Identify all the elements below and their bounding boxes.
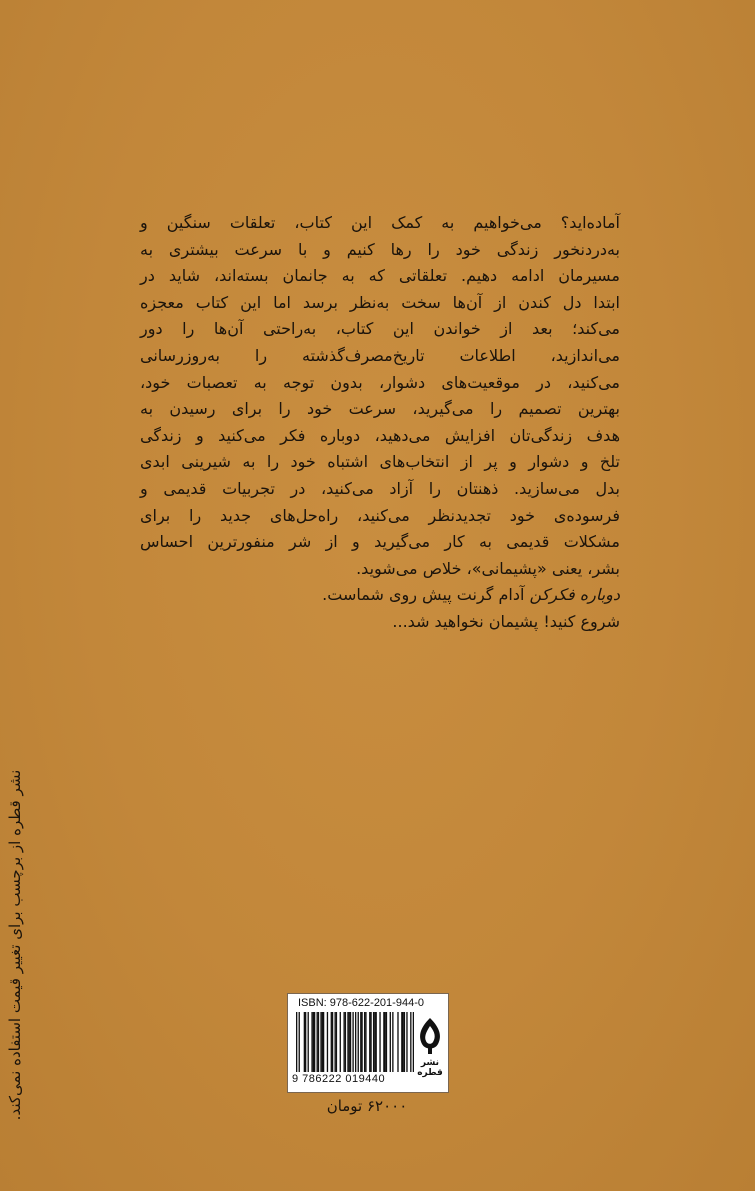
barcode-bar [402, 1012, 403, 1072]
barcode-bar [313, 1012, 314, 1072]
blurb-line: می‌کنید، در موقعیت‌های دشوار، بدون توجه به تعصبات خود، [140, 372, 620, 392]
barcode-bar [343, 1012, 344, 1072]
blurb-line: هدف زندگی‌تان افزایش می‌دهید، دوباره فکر می‌کنید و زندگی [140, 425, 620, 445]
publisher-logo-icon [416, 1016, 444, 1056]
barcode-bar [376, 1012, 377, 1072]
barcode-bar [404, 1012, 405, 1072]
barcode-bar [349, 1012, 350, 1072]
barcode-bar [340, 1012, 341, 1072]
barcode-bar [401, 1012, 402, 1072]
barcode-bar [361, 1012, 362, 1072]
barcode-bar [304, 1012, 305, 1072]
barcode-bar [305, 1012, 306, 1072]
barcode-bar [385, 1012, 386, 1072]
blurb-closing: شروع کنید! پشیمان نخواهید شد... [392, 611, 620, 631]
barcode-bar [334, 1012, 335, 1072]
barcode-bars [296, 1012, 414, 1072]
barcode-bar [358, 1012, 359, 1072]
publisher-logo-label: نشر قطره [417, 1058, 443, 1078]
blurb-line: می‌اندازید، اطلاعات تاریخ‌مصرف‌گذشته را به‌روزرسانی [140, 345, 620, 365]
barcode-digits: 9 786222 019440 [292, 1073, 386, 1085]
isbn-text: ISBN: 978-622-201-944-0 [298, 997, 424, 1009]
blurb-title-tail: آدام گرنت پیش روی شماست. [322, 585, 530, 605]
barcode-bar [296, 1012, 297, 1072]
barcode-bar [364, 1012, 365, 1072]
barcode-bar [386, 1012, 387, 1072]
barcode-bar [332, 1012, 333, 1072]
blurb-line: مشکلات قدیمی به کار می‌گیرید و از شر منفورترین احساس [140, 532, 620, 552]
barcode-bar [365, 1012, 366, 1072]
barcode-bar [311, 1012, 312, 1072]
barcode-bar [369, 1012, 370, 1072]
barcode-bar [410, 1012, 411, 1072]
barcode-bar [318, 1012, 319, 1072]
barcode-bar [331, 1012, 332, 1072]
barcode-bar [327, 1012, 328, 1072]
barcode-bar [383, 1012, 384, 1072]
price-label-note: نشر قطره از برچسب برای تغییر قیمت استفاده نمی‌کند. [6, 769, 24, 1121]
blurb-line: بدل می‌سازید. ذهنتان را آزاد می‌کنید، در تجربیات قدیمی و [140, 478, 620, 498]
barcode-bar [360, 1012, 361, 1072]
blurb-line: بهترین تصمیم را می‌گیرید، سرعت خود را برای رسیدن به [140, 399, 620, 419]
blurb-line: بشر، یعنی «پشیمانی»، خلاص می‌شوید. [356, 558, 620, 578]
barcode-bar [308, 1012, 309, 1072]
blurb-line: به‌دردنخور زندگی خود را رها کنیم و با سرعت بیشتری به [140, 239, 620, 259]
barcode-bar [299, 1012, 300, 1072]
barcode-bar [352, 1012, 353, 1072]
barcode-bar [355, 1012, 356, 1072]
barcode-bar [350, 1012, 351, 1072]
blurb-title-line [140, 582, 620, 609]
barcode-bar [323, 1012, 324, 1072]
blurb-line: آماده‌اید؟ می‌خواهیم به کمک این کتاب، تعلقات سنگین و [140, 213, 620, 232]
barcode-bar [345, 1012, 346, 1072]
barcode-bar [379, 1012, 380, 1072]
barcode-bar [314, 1012, 315, 1072]
barcode-bar [406, 1012, 407, 1072]
barcode-bar [373, 1012, 374, 1072]
blurb-line: می‌کند؛ بعد از خواندن این کتاب، به‌راحتی آن‌ها را دور [140, 319, 620, 339]
barcode-bar [336, 1012, 337, 1072]
barcode-bar [317, 1012, 318, 1072]
barcode-bar [322, 1012, 323, 1072]
book-title: دوباره فکرکن [529, 585, 620, 605]
barcode-bar [320, 1012, 321, 1072]
barcode-bar [397, 1012, 398, 1072]
barcode-bar [392, 1012, 393, 1072]
barcode-bar [370, 1012, 371, 1072]
barcode-bar [390, 1012, 391, 1072]
blurb-line: مسیرمان ادامه دهیم. تعلقاتی که به جانمان بسته‌اند، شاید در [140, 266, 620, 286]
blurb-line: فرسوده‌ی خود تجدیدنظر می‌کنید، راه‌حل‌های جدید را برای [140, 505, 620, 525]
price: ۶۲۰۰۰ تومان [326, 1097, 408, 1115]
blurb-text [140, 210, 620, 636]
barcode-panel [287, 993, 449, 1093]
blurb-line: ابتدا دل کندن از آن‌ها سخت به‌نظر برسد اما این کتاب معجزه [140, 292, 620, 312]
barcode-bar [374, 1012, 375, 1072]
blurb-line: تلخ و دشوار و پر از انتخاب‌های اشتباه خود را به شیرینی ابدی [140, 452, 620, 472]
barcode-bar [347, 1012, 348, 1072]
